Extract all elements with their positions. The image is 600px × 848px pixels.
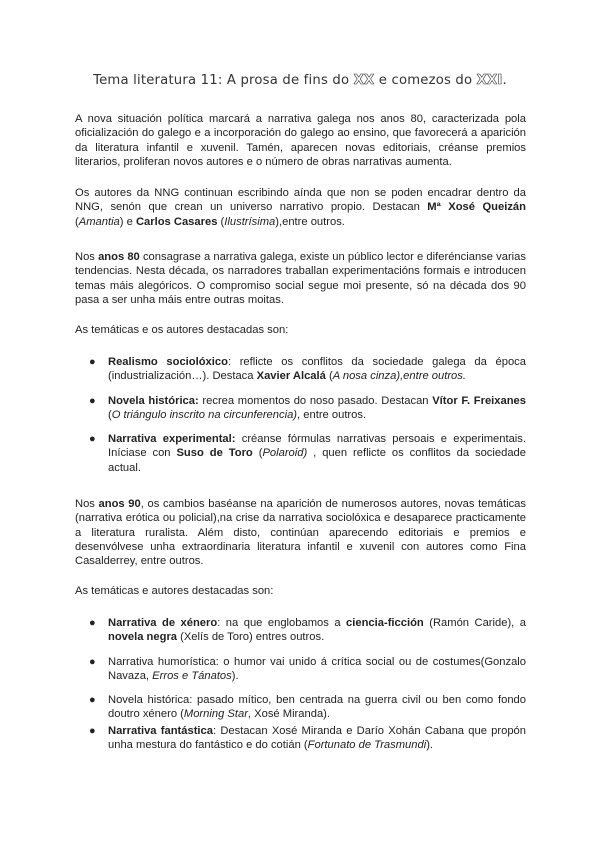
item-text-1: : reflicte os conflitos da sociedade galega da época (industrialización…). Destaca (108, 356, 526, 383)
genre-scifi: ciencia-ficción (346, 617, 424, 629)
eighties-bold: anos 80 (98, 251, 140, 263)
themes-list-90 (75, 616, 526, 752)
item-text-2: ( (108, 408, 112, 421)
eighties-text-2: consagrase a narrativa galega, existe un público lector e diferéncianse varias tendencias. Nesta década, os narradores traballan experimentacións formais e introducen temas máis alegóricos. O compromiso social segue moi presente, só na década dos 90 pasa a ser unha máis entre outras moitas. (75, 251, 526, 306)
item-text-1: recrea momentos do noso pasado. Destacan (198, 394, 433, 407)
nineties-text-1: Nos (75, 498, 99, 510)
title-suffix: . (502, 73, 507, 88)
item-text-1: : na que englobamos a (217, 617, 347, 629)
item-text-3: (Xelís de Toro) entres outros. (177, 631, 325, 644)
nineties-bold: anos 90 (98, 498, 141, 510)
list-item-narrativa-xenero (75, 616, 526, 645)
title-century-21: XXI (476, 73, 503, 88)
bullet-icon: ● (89, 394, 96, 407)
title-prefix: Tema literatura 11: A prosa de fins do (93, 73, 354, 88)
item-text-1: : Destacan Xosé Miranda e Darío Xohán Cabana que propón unha mestura do fantástico e do cotián ( (108, 724, 526, 752)
themes-list-80 (75, 355, 526, 475)
nng-text-1: Os autores da NNG continuan escribindo aínda que non se poden encadrar dentro da NNG, senón que crean un universo narrativo propio. Destacan (75, 187, 526, 214)
bullet-icon: ● (89, 724, 96, 737)
item-text-2: ). (426, 739, 434, 752)
eighties-text-1: Nos (75, 251, 99, 263)
nng-text-2: ( (75, 215, 79, 228)
author-casares: Carlos Casares (135, 215, 218, 228)
item-text-1: Narrativa humorística: o humor vai unido á crítica social ou de costumes(Gonzalo Navaza, (108, 655, 526, 682)
item-head: Realismo sociolóxico (108, 356, 228, 368)
item-work: A nosa cinza),entre outros. (332, 370, 466, 383)
nng-authors-paragraph (75, 186, 526, 229)
item-head: Narrativa experimental: (108, 433, 236, 446)
item-text-1: Novela histórica: pasado mítico, ben centrada na guerra civil ou ben como fondo doutro xénero ( (108, 694, 526, 721)
item-head: Narrativa fantástica (108, 724, 213, 737)
eighties-paragraph (75, 250, 526, 307)
item-text-2: ( (325, 370, 333, 383)
item-text-1: créanse fórmulas narrativas persoais e experimentais. Iníciase con (108, 433, 526, 460)
list-item-narrativa-experimental (75, 432, 526, 475)
item-work: Fortunato de Trasmundi (307, 739, 427, 752)
bullet-icon: ● (89, 655, 96, 668)
nineties-paragraph (75, 497, 526, 568)
bullet-icon: ● (89, 356, 96, 368)
item-work: Morning Star (183, 708, 248, 721)
item-text-3: , quen reflicte os conflitos da sociedade actual. (108, 447, 526, 474)
item-text-2: ). (231, 669, 239, 682)
bullet-icon: ● (89, 694, 96, 707)
item-work: Polaroid) (262, 447, 308, 460)
nng-text-5: ),entre outros. (275, 215, 345, 228)
work-amantia: Amantia (78, 215, 120, 228)
item-author: Vítor F. Freixanes (432, 394, 527, 407)
nng-text-4: ( (217, 215, 225, 228)
list-item-narrativa-humoristica (75, 655, 526, 684)
item-author: Suso de Toro (176, 447, 253, 460)
nng-text-3: ) e (119, 215, 136, 228)
item-text-2: , Xosé Miranda). (247, 708, 330, 721)
item-author: Xavier Alcalá (256, 370, 326, 383)
list-item-narrativa-fantastica (75, 724, 526, 753)
author-queizan: Mª Xosé Queizán (427, 201, 526, 214)
intro-paragraph: A nova situación política marcará a narrativa galega nos anos 80, caracterizada pola oficialización do galego e a incorporación do galego ao ensino, que favorecerá a aparición da literatura infantil e xuvenil. Tamén, aparecen novas editoriais, créanse premios literarios, proliferan novos autores e o número de obras narrativas aumenta. (75, 113, 526, 168)
item-work: O triángulo inscrito na circunferencia) (111, 408, 298, 421)
list-item-novela-historica (75, 394, 526, 423)
item-head: Narrativa de xénero (108, 617, 218, 629)
list-item-realismo (75, 355, 526, 384)
title-century-20: XX (353, 73, 375, 88)
bullet-icon: ● (89, 617, 96, 629)
title-middle: e comezos do (374, 73, 477, 88)
item-text-2: (Ramón Caride), a (423, 617, 526, 629)
genre-noir: novela negra (108, 631, 178, 644)
themes-intro-90: As temáticas e autores destacadas son: (75, 585, 274, 597)
themes-intro-80: As temáticas e os autores destacadas son: (75, 324, 289, 336)
page-title (60, 74, 540, 88)
item-text-3: , entre outros. (297, 408, 367, 421)
item-work: Erros e Tánatos (152, 669, 232, 682)
item-text-2: ( (252, 447, 263, 460)
work-ilustrisima: Ilustrísima (224, 215, 276, 228)
bullet-icon: ● (89, 433, 96, 446)
nineties-text-2: , os cambios baséanse na aparición de numerosos autores, novas temáticas (narrativa erótica ou policial),na crise da narrativa sociolóxica e desaparece practicamente a literatura ruralista. Além disto, continúan aparecendo editoriais e premios e desenvólvese unha extraordinaria literatura infantil e xuvenil con autores como Fina Casalderrey, entre outros. (75, 498, 527, 568)
item-head: Novela histórica: (108, 394, 199, 407)
list-item-novela-historica-90 (75, 693, 526, 722)
